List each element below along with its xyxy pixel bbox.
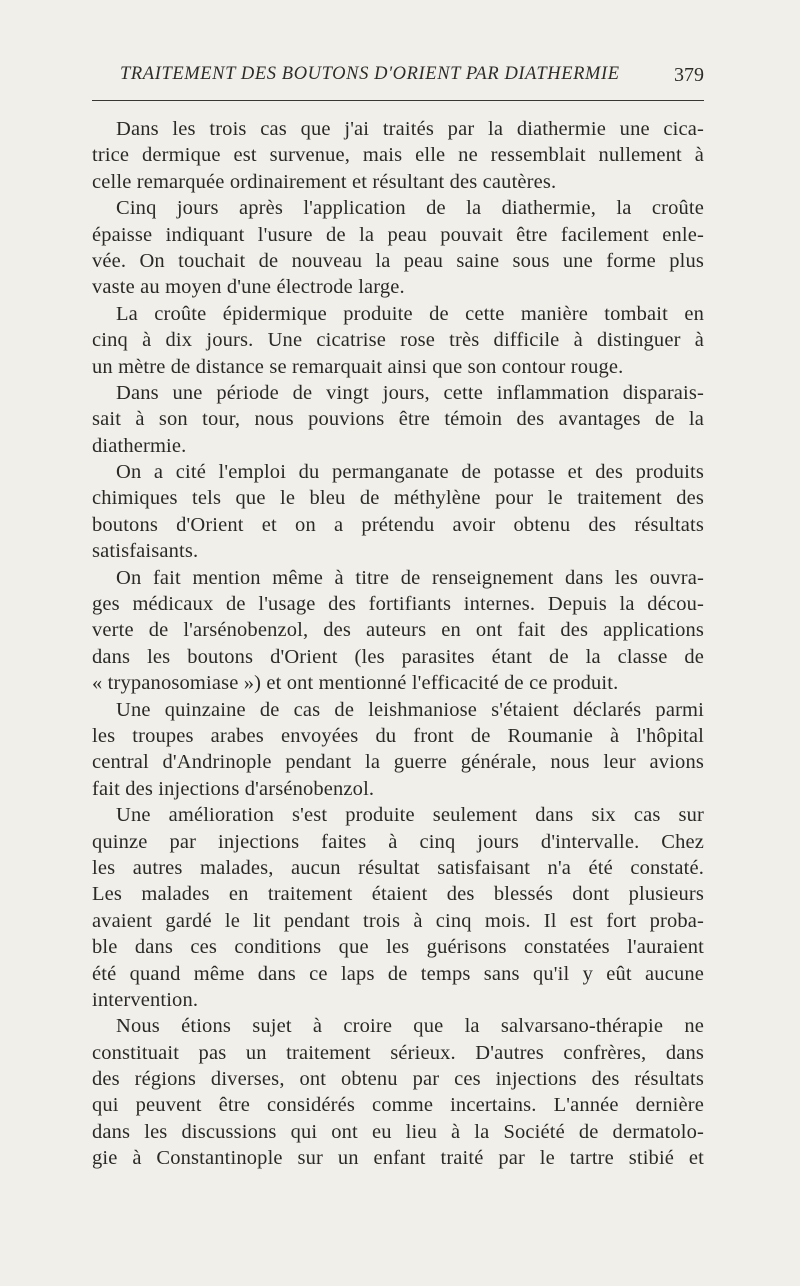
text-line: dans les discussions qui ont eu lieu à la Société de dermatolo- (92, 1120, 704, 1143)
text-line: Dans une période de vingt jours, cette inflammation disparais- (116, 381, 704, 404)
text-line: Nous étions sujet à croire que la salvarsano-thérapie ne (116, 1015, 704, 1038)
text-line: On a cité l'emploi du permanganate de potasse et des produits (116, 461, 704, 484)
text-line: les autres malades, aucun résultat satisfaisant n'a été constaté. (92, 856, 704, 879)
text-line: Dans les trois cas que j'ai traités par la diathermie une cica- (116, 118, 704, 140)
text-line: constituait pas un traitement sérieux. D'autres confrères, dans (92, 1041, 704, 1064)
text-line: épaisse indiquant l'usure de la peau pouvait être facilement enle- (92, 223, 704, 246)
text-line: boutons d'Orient et on a prétendu avoir obtenu des résultats (92, 513, 704, 536)
text-line: chimiques tels que le bleu de méthylène pour le traitement des (92, 487, 704, 510)
text-line: satisfaisants. (92, 540, 199, 563)
page-header (92, 62, 704, 92)
text-line: Une quinzaine de cas de leishmaniose s'étaient déclarés parmi (116, 698, 704, 721)
text-line: central d'Andrinople pendant la guerre générale, nous leur avions (92, 751, 704, 774)
text-line: les troupes arabes envoyées du front de Roumanie à l'hôpital (92, 724, 704, 747)
header-rule (92, 100, 704, 101)
text-line: vée. On touchait de nouveau la peau saine sous une forme plus (92, 249, 704, 272)
text-line: verte de l'arsénobenzol, des auteurs en ont fait des applications (92, 619, 704, 642)
text-line: gie à Constantinople sur un enfant traité par le tartre stibié et (92, 1147, 704, 1170)
text-line: dans les boutons d'Orient (les parasites étant de la classe de (92, 645, 704, 668)
running-title: TRAITEMENT DES BOUTONS D'ORIENT PAR DIATHERMIE (120, 64, 620, 84)
text-line: Une amélioration s'est produite seulement dans six cas sur (116, 804, 704, 827)
text-line: « trypanosomiase ») et ont mentionné l'efficacité de ce produit. (92, 672, 619, 695)
text-line: celle remarquée ordinairement et résultant des cautères. (92, 170, 557, 193)
text-line: Cinq jours après l'application de la diathermie, la croûte (116, 197, 704, 220)
text-line: fait des injections d'arsénobenzol. (92, 777, 375, 800)
text-line: La croûte épidermique produite de cette manière tombait en (116, 302, 704, 325)
page-number: 379 (674, 64, 704, 86)
body-text (92, 116, 704, 1172)
text-line: On fait mention même à titre de renseignement dans les ouvra- (116, 566, 704, 589)
text-line: cinq à dix jours. Une cicatrise rose très difficile à distinguer à (92, 329, 704, 352)
text-line: vaste au moyen d'une électrode large. (92, 276, 405, 299)
text-line: trice dermique est survenue, mais elle ne ressemblait nullement à (92, 144, 704, 167)
text-line: intervention. (92, 988, 199, 1011)
text-line: des régions diverses, ont obtenu par ces injections des résultats (92, 1068, 704, 1091)
text-line: sait à son tour, nous pouvions être témoin des avantages de la (92, 408, 704, 431)
text-line: été quand même dans ce laps de temps sans qu'il y eût aucune (92, 962, 704, 985)
text-line: ble dans ces conditions que les guérisons constatées l'auraient (92, 936, 704, 959)
text-line: Les malades en traitement étaient des blessés dont plusieurs (92, 883, 704, 906)
text-line: avaient gardé le lit pendant trois à cinq mois. Il est fort proba- (92, 909, 704, 932)
text-line: qui peuvent être considérés comme incertains. L'année dernière (92, 1094, 704, 1117)
text-line: ges médicaux de l'usage des fortifiants internes. Depuis la décou- (92, 593, 704, 616)
text-line: un mètre de distance se remarquait ainsi que son contour rouge. (92, 355, 624, 378)
text-line: quinze par injections faites à cinq jours d'intervalle. Chez (92, 830, 704, 853)
text-line: diathermie. (92, 434, 187, 457)
